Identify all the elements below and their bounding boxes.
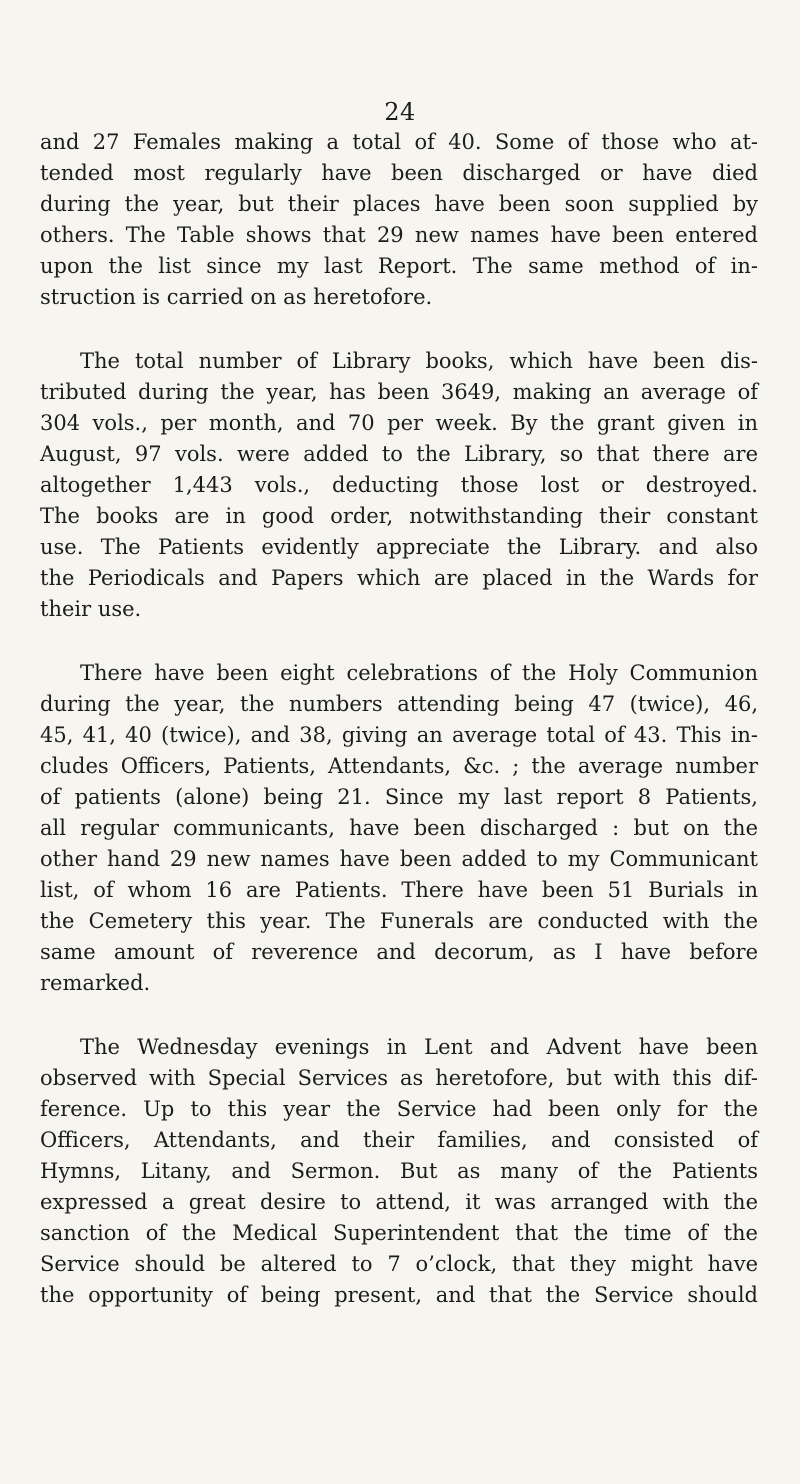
paragraph-4 bbox=[40, 1032, 758, 1311]
paragraph-3 bbox=[40, 658, 758, 999]
text-line: observed with Special Services as heretofore, but with this dif- bbox=[40, 1066, 758, 1090]
text-line: during the year, the numbers attending being 47 (twice), 46, bbox=[40, 692, 758, 716]
paragraph-2 bbox=[40, 346, 758, 625]
text-line: There have been eight celebrations of the Holy Communion bbox=[80, 661, 758, 685]
text-line: same amount of reverence and decorum, as I have before bbox=[40, 940, 758, 964]
text-line: the Cemetery this year. The Funerals are conducted with the bbox=[40, 909, 758, 933]
body-text bbox=[40, 127, 758, 1344]
text-line: 304 vols., per month, and 70 per week. By the grant given in bbox=[40, 411, 758, 435]
text-line: cludes Officers, Patients, Attendants, &c. ; the average number bbox=[40, 754, 758, 778]
text-line: remarked. bbox=[40, 971, 151, 995]
text-line: The books are in good order, notwithstanding their constant bbox=[40, 504, 758, 528]
text-line: the Periodicals and Papers which are placed in the Wards for bbox=[40, 566, 758, 590]
text-line: Hymns, Litany, and Sermon. But as many of the Patients bbox=[40, 1159, 758, 1183]
text-line: Officers, Attendants, and their families, and consisted of bbox=[40, 1128, 758, 1152]
text-line: tributed during the year, has been 3649, making an average of bbox=[40, 380, 758, 404]
text-line: other hand 29 new names have been added to my Communicant bbox=[40, 847, 758, 871]
text-line: sanction of the Medical Superintendent that the time of the bbox=[40, 1221, 758, 1245]
text-line: ference. Up to this year the Service had been only for the bbox=[40, 1097, 758, 1121]
text-line: expressed a great desire to attend, it was arranged with the bbox=[40, 1190, 758, 1214]
text-line: Service should be altered to 7 o’clock, that they might have bbox=[40, 1252, 758, 1276]
text-line: August, 97 vols. were added to the Library, so that there are bbox=[40, 442, 758, 466]
text-line: altogether 1,443 vols., deducting those lost or destroyed. bbox=[40, 473, 758, 497]
text-line: during the year, but their places have been soon supplied by bbox=[40, 192, 758, 216]
text-line: others. The Table shows that 29 new names have been entered bbox=[40, 223, 758, 247]
paragraph-1 bbox=[40, 127, 758, 313]
text-line: tended most regularly have been discharged or have died bbox=[40, 161, 758, 185]
text-line: list, of whom 16 are Patients. There have been 51 Burials in bbox=[40, 878, 758, 902]
text-line: The total number of Library books, which have been dis- bbox=[80, 349, 758, 373]
text-line: and 27 Females making a total of 40. Some of those who at- bbox=[40, 130, 758, 154]
text-line: their use. bbox=[40, 597, 142, 621]
text-line: the opportunity of being present, and that the Service should bbox=[40, 1283, 758, 1307]
text-line: of patients (alone) being 21. Since my last report 8 Patients, bbox=[40, 785, 758, 809]
text-line: all regular communicants, have been discharged : but on the bbox=[40, 816, 758, 840]
page-number: 24 bbox=[384, 98, 416, 126]
text-line: 45, 41, 40 (twice), and 38, giving an average total of 43. This in- bbox=[40, 723, 758, 747]
text-line: The Wednesday evenings in Lent and Advent have been bbox=[80, 1035, 758, 1059]
text-line: use. The Patients evidently appreciate the Library. and also bbox=[40, 535, 758, 559]
text-line: upon the list since my last Report. The same method of in- bbox=[40, 254, 758, 278]
text-line: struction is carried on as heretofore. bbox=[40, 285, 433, 309]
